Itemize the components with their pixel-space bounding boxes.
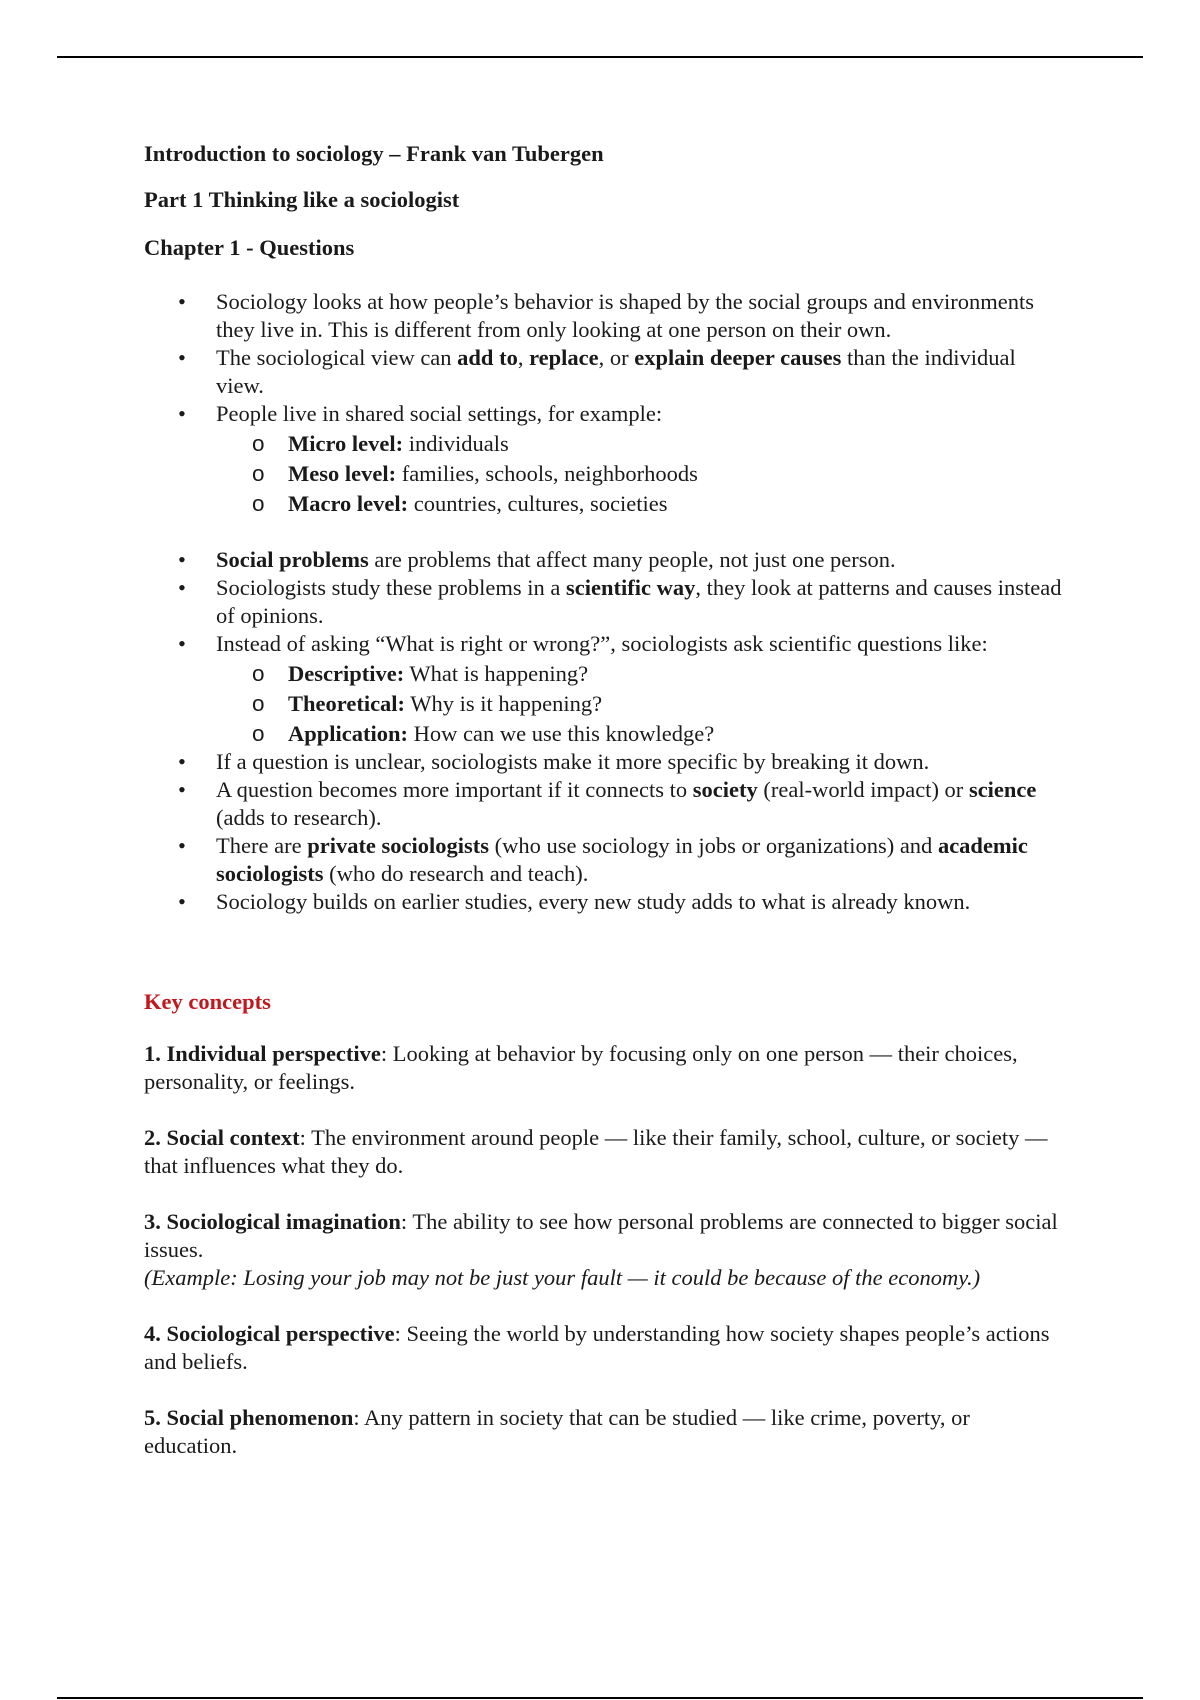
bullet-icon: • [178,749,186,774]
list-item-text: If a question is unclear, sociologists make it more specific by breaking it down. [216,749,930,774]
list-item [144,630,1064,748]
concept-term: 1. Individual perspective [144,1041,381,1066]
list-item-text: People live in shared social settings, for example: [216,401,663,426]
bullet-icon: • [178,401,186,426]
list-item-text: , [517,345,530,370]
list-item-text: Sociology looks at how people’s behavior is shaped by the social groups and environments they live in. This is different from only looking at one person on their own. [216,289,1034,342]
bullet-icon: • [178,345,186,370]
circle-bullet-icon: o [252,691,265,716]
concept-definition: : Seeing the world by understanding how society shapes people’s actions and beliefs. [144,1321,1050,1374]
sub-list-questions [216,660,1064,748]
bold-term: explain deeper causes [634,345,842,370]
sub-list-text: families, schools, neighborhoods [396,461,698,486]
bold-term: academic sociologists [216,833,1028,886]
list-item-text: The sociological view can [216,345,458,370]
concept-definition: : Any pattern in society that can be studied — like crime, poverty, or education. [144,1405,970,1458]
circle-bullet-icon: o [252,431,265,456]
concept-definition: : The environment around people — like their family, school, culture, or society — that influences what they do. [144,1125,1048,1178]
circle-bullet-icon: o [252,661,265,686]
bullet-icon: • [178,833,186,858]
concept-term: 2. Social context [144,1125,300,1150]
sub-list-item [216,430,1064,458]
circle-bullet-icon: o [252,721,265,746]
list-item-text: , or [598,345,635,370]
bold-term: private sociologists [307,833,490,858]
list-item-text: Sociologists study these problems in a [216,575,566,600]
list-item [144,832,1064,888]
sub-list-text: What is happening? [404,661,589,686]
key-concepts-heading: Key concepts [144,989,271,1014]
list-item [144,344,1064,400]
bold-term: Meso level: [288,461,397,486]
spacer [144,518,1064,546]
list-item [144,400,1064,518]
bold-term: Social problems [216,547,369,572]
bold-term: scientific way [565,575,696,600]
concept-definition: : The ability to see how personal problems are connected to bigger social issues. [144,1209,1058,1262]
concept-item [144,1040,1064,1096]
chapter-heading: Chapter 1 - Questions [144,235,355,260]
bold-term: society [692,777,758,802]
list-item-text: (who do research and teach). [323,861,589,886]
bold-term: science [968,777,1037,802]
bullet-icon: • [178,575,186,600]
bold-term: replace [529,345,599,370]
concept-item [144,1404,1064,1460]
list-item-text: (real-world impact) or [757,777,969,802]
list-item [144,776,1064,832]
list-item-text: There are [216,833,308,858]
sub-list-item [216,460,1064,488]
concept-term: 5. Social phenomenon [144,1405,354,1430]
list-item [144,888,1064,916]
bold-term: Application: [288,721,409,746]
list-item-text: Sociology builds on earlier studies, every new study adds to what is already known. [216,889,971,914]
sub-list-item [216,720,1064,748]
list-item-text: A question becomes more important if it connects to [216,777,693,802]
sub-list-text: How can we use this knowledge? [408,721,715,746]
document-body [144,140,1064,1488]
bold-term: Macro level: [288,491,409,516]
list-item [144,574,1064,630]
list-item-text: (who use sociology in jobs or organizations) and [489,833,938,858]
sub-list-levels [216,430,1064,518]
sub-list-item [216,490,1064,518]
circle-bullet-icon: o [252,461,265,486]
bullet-icon: • [178,889,186,914]
bullet-icon: • [178,547,186,572]
list-item-text: are problems that affect many people, not just one person. [368,547,896,572]
top-rule [57,56,1143,58]
list-item [144,748,1064,776]
sub-list-item [216,660,1064,688]
concept-example: (Example: Losing your job may not be just your fault — it could be because of the economy.) [144,1265,981,1290]
bottom-rule [57,1697,1143,1699]
sub-list-text: individuals [403,431,509,456]
sub-list-text: countries, cultures, societies [408,491,668,516]
bold-term: add to [457,345,518,370]
list-item [144,288,1064,344]
list-item-text: Instead of asking “What is right or wrong?”, sociologists ask scientific questions like: [216,631,988,656]
concept-term: 4. Sociological perspective [144,1321,395,1346]
bold-term: Descriptive: [288,661,405,686]
list-item [144,546,1064,574]
document-title: Introduction to sociology – Frank van Tubergen [144,141,604,166]
bullet-icon: • [178,289,186,314]
bold-term: Theoretical: [288,691,406,716]
bullet-icon: • [178,777,186,802]
bullet-list-2 [144,546,1064,916]
concept-term: 3. Sociological imagination [144,1209,401,1234]
bullet-icon: • [178,631,186,656]
list-item-text: (adds to research). [216,805,382,830]
circle-bullet-icon: o [252,491,265,516]
sub-list-item [216,690,1064,718]
part-heading: Part 1 Thinking like a sociologist [144,187,460,212]
sub-list-text: Why is it happening? [405,691,603,716]
concept-definition: : Looking at behavior by focusing only on one person — their choices, personality, or feelings. [144,1041,1018,1094]
concept-item [144,1124,1064,1180]
list-item-text: than the individual view. [216,345,1016,398]
concept-item [144,1208,1064,1292]
bold-term: Micro level: [288,431,404,456]
bullet-list-1 [144,288,1064,518]
concept-item [144,1320,1064,1376]
list-item-text: , they look at patterns and causes instead of opinions. [216,575,1062,628]
